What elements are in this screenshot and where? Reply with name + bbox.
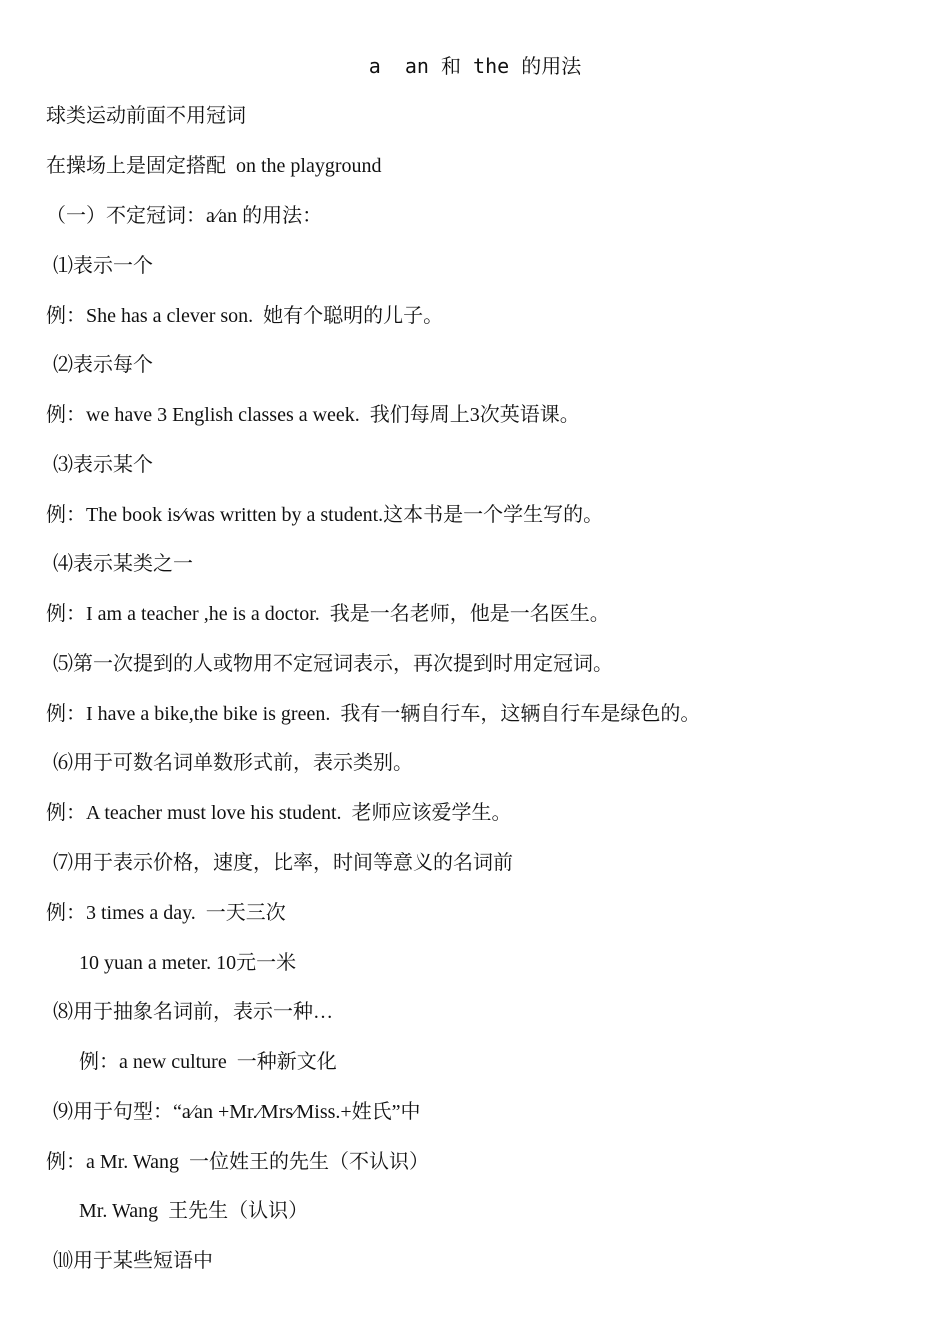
usage-5-heading: ⑸第一次提到的人或物用不定冠词表示，再次提到时用定冠词。	[53, 653, 613, 675]
usage-10-heading: ⑽用于某些短语中	[53, 1250, 213, 1272]
rule-playground: 在操场上是固定搭配 on the playground	[46, 155, 382, 177]
document-title: a an 和 the 的用法	[368, 54, 582, 78]
usage-8-example: 例：a new culture 一种新文化	[79, 1051, 337, 1073]
usage-2-heading: ⑵表示每个	[53, 354, 153, 376]
usage-9-example-2: Mr. Wang 王先生（认识）	[79, 1200, 309, 1222]
usage-3-heading: ⑶表示某个	[53, 454, 153, 476]
usage-6-heading: ⑹用于可数名词单数形式前，表示类别。	[53, 752, 413, 774]
usage-1-heading: ⑴表示一个	[53, 255, 153, 277]
usage-7-example-2: 10 yuan a meter. 10元一米	[79, 952, 297, 974]
usage-8-heading: ⑻用于抽象名词前，表示一种…	[53, 1001, 333, 1023]
section-heading-indefinite-article: （一）不定冠词：a⁄an 的用法：	[46, 205, 323, 227]
usage-4-example: 例：I am a teacher ,he is a doctor. 我是一名老师，他是一名医生。	[46, 603, 610, 625]
usage-6-example: 例：A teacher must love his student. 老师应该爱学生。	[46, 802, 512, 824]
usage-1-example: 例：She has a clever son. 她有个聪明的儿子。	[46, 305, 444, 327]
usage-7-heading: ⑺用于表示价格，速度，比率，时间等意义的名词前	[53, 852, 513, 874]
usage-9-heading: ⑼用于句型：“a⁄an +Mr.⁄Mrs⁄Miss.+姓氏”中	[53, 1101, 421, 1123]
usage-5-example: 例：I have a bike,the bike is green. 我有一辆自行车，这辆自行车是绿色的。	[46, 703, 701, 725]
usage-3-example: 例：The book is⁄was written by a student.这本书是一个学生写的。	[46, 504, 604, 526]
rule-ball-sports: 球类运动前面不用冠词	[46, 105, 246, 127]
usage-9-example: 例：a Mr. Wang 一位姓王的先生（不认识）	[46, 1151, 430, 1173]
usage-2-example: 例：we have 3 English classes a week. 我们每周上3次英语课。	[46, 404, 580, 426]
usage-4-heading: ⑷表示某类之一	[53, 553, 193, 575]
usage-7-example: 例：3 times a day. 一天三次	[46, 902, 286, 924]
